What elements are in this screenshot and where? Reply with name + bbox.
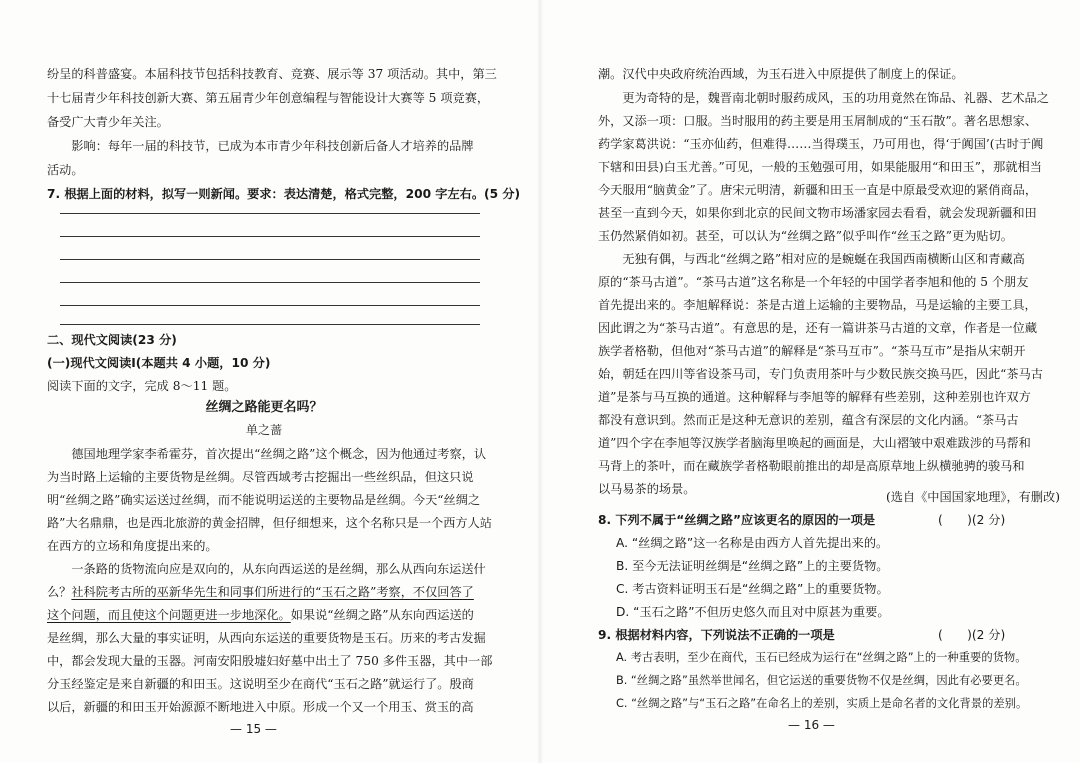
paragraph-line: 下辖和田县)白玉尤善。”可见，一般的玉勉强可用，如果能服用“和田玉”，那就相当 bbox=[598, 160, 1042, 174]
question-8-mark: ( )(2 分) bbox=[938, 513, 1006, 527]
body-line: 在西方的立场和角度提出来的。 bbox=[47, 539, 218, 553]
paragraph-line: 道”是茶与马互换的通道。这种解释与李旭等的解释有些差别，这种差别也许双方 bbox=[598, 390, 1031, 404]
answer-line[interactable] bbox=[60, 282, 480, 283]
question-8 bbox=[598, 512, 875, 528]
option-a[interactable]: A. 考古表明，至少在商代，玉石已经成为运行在“丝绸之路”上的一种重要的货物。 bbox=[616, 651, 1027, 664]
source-citation: (选自《中国国家地理》，有删改) bbox=[885, 490, 1060, 504]
body-text: 如果说“丝绸之路”从东向西运送的 bbox=[290, 608, 474, 622]
paragraph-line: 原的“茶马古道”。“茶马古道”这名称是一个年轻的中国学者李旭和他的 5 个朋友 bbox=[598, 275, 1029, 289]
underlined-sentence: 社科院考古所的巫新华先生和同事们所进行的“玉石之路”考察，不仅回答了 bbox=[71, 585, 474, 599]
answer-line[interactable] bbox=[60, 324, 480, 325]
underlined-sentence: 这个问题，而且使这个问题更进一步地深化。 bbox=[47, 608, 291, 622]
paragraph-line: 今天服用“脑黄金”了。唐宋元明清，新疆和田玉一直是中原最受欢迎的紧俏商品， bbox=[598, 183, 1038, 197]
question-7-text: 7. 根据上面的材料，拟写一则新闻。要求：表达清楚，格式完整，200 字左右。(5 分) bbox=[47, 187, 521, 201]
question-7 bbox=[47, 186, 520, 202]
answer-line[interactable] bbox=[60, 305, 480, 306]
question-9 bbox=[598, 627, 835, 643]
paragraph-line: 影响：每年一届的科技节，已成为本市青少年科技创新后备人才培养的品牌 bbox=[47, 139, 474, 153]
article-title: 丝绸之路能更名吗？ bbox=[205, 400, 323, 415]
body-line: 明“丝绸之路”确实运送过丝绸，而不能说明运送的主要物品是丝绸。今天“丝绸之 bbox=[47, 493, 481, 507]
paragraph-line: 药学家葛洪说：“玉亦仙药，但难得……当得璞玉，乃可用也，得‘于阗国’(古时于阗 bbox=[598, 137, 1044, 151]
paragraph-line: 十七届青少年科技创新大赛、第五届青少年创意编程与智能设计大赛等 5 项竞赛， bbox=[47, 91, 490, 105]
paragraph-line: 因此谓之为“茶马古道”。有意思的是，还有一篇讲茶马古道的文章，作者是一位藏 bbox=[598, 321, 1038, 335]
body-line: 一条路的货物流向应是双向的，从东向西运送的是丝绸，那么从西向东运送什 bbox=[47, 562, 486, 576]
question-9-mark: ( )(2 分) bbox=[938, 628, 1006, 642]
article-author: 单之蔷 bbox=[245, 423, 283, 437]
right-page bbox=[540, 0, 1080, 763]
body-line: 分玉经鉴定是来自新疆的和田玉。这说明至少在商代“玉石之路”就运行了。殷商 bbox=[47, 677, 474, 691]
paragraph-line: 玉仍然紧俏如初。甚至，可以认为“丝绸之路”似乎叫作“丝玉之路”更为贴切。 bbox=[598, 229, 1013, 243]
paragraph-line: 外，又添一项：口服。当时服用的药主要是用玉屑制成的“玉石散”。著名思想家、 bbox=[598, 114, 1038, 128]
answer-line[interactable] bbox=[60, 213, 480, 214]
option-a[interactable]: A. “丝绸之路”这一名称是由西方人首先提出来的。 bbox=[616, 536, 889, 550]
paragraph-line: 以马易茶的场景。 bbox=[598, 482, 696, 496]
paragraph-line: 马背上的茶叶，而在藏族学者格勒眼前推出的却是高原草地上纵横驰骋的骏马和 bbox=[598, 459, 1025, 473]
option-b[interactable]: B. 至今无法证明丝绸是“丝绸之路”上的主要货物。 bbox=[616, 559, 889, 573]
option-d[interactable]: D. “玉石之路”不但历史悠久而且对中原甚为重要。 bbox=[616, 605, 890, 619]
paragraph-line: 族学者格勒，但他对“茶马古道”的解释是“茶马互市”。“茶马互市”是指从宋朝开 bbox=[598, 344, 1026, 358]
body-line bbox=[47, 607, 474, 623]
body-line: 为当时路上运输的主要货物是丝绸。尽管西域考古挖掘出一些丝织品，但这只说 bbox=[47, 470, 474, 484]
option-c[interactable]: C. 考古资料证明玉石是“丝绸之路”上的重要货物。 bbox=[616, 582, 889, 596]
paragraph-line: 都没有意识到。然而正是这种无意识的差别，蕴含有深层的文化内涵。“茶马古 bbox=[598, 413, 1019, 427]
option-b[interactable]: B. “丝绸之路”虽然举世闻名，但它运送的重要货物不仅是丝绸，因此有必要更名。 bbox=[616, 674, 1027, 687]
body-line: 是丝绸，那么大量的事实证明，从西向东运送的重要货物是玉石。历来的考古发掘 bbox=[47, 631, 486, 645]
paragraph-line: 始，朝廷在四川等省设茶马司，专门负责用茶叶与少数民族交换马匹，因此“茶马古 bbox=[598, 367, 1043, 381]
subsection-heading: (一)现代文阅读Ⅰ(本题共 4 小题，10 分) bbox=[47, 356, 271, 370]
paragraph-line: 备受广大青少年关注。 bbox=[47, 115, 169, 129]
section-heading: 二、现代文阅读(23 分) bbox=[47, 333, 177, 347]
question-8-stem: 8. 下列不属于“丝绸之路”应该更名的原因的一项是 bbox=[598, 513, 876, 527]
page-number: — 15 — bbox=[230, 722, 277, 736]
page-number: — 16 — bbox=[788, 718, 835, 732]
paragraph-line: 纷呈的科普盛宴。本届科技节包括科技教育、竞赛、展示等 37 项活动。其中，第三 bbox=[47, 67, 497, 81]
paragraph-line: 更为奇特的是，魏晋南北朝时服药成风，玉的功用竟然在饰品、礼器、艺术品之 bbox=[598, 91, 1049, 105]
body-line: 以后，新疆的和田玉开始源源不断地进入中原。形成一个又一个用玉、赏玉的高 bbox=[47, 700, 474, 714]
body-line: 中，都会发现大量的玉器。河南安阳殷墟妇好墓中出土了 750 多件玉器，其中一部 bbox=[47, 654, 493, 668]
body-line bbox=[47, 584, 474, 600]
body-text: 么？ bbox=[47, 585, 72, 599]
answer-line[interactable] bbox=[60, 259, 480, 260]
paragraph-line: 道”四个字在李旭等汉族学者脑海里唤起的画面是，大山褶皱中艰难跋涉的马帮和 bbox=[598, 436, 1031, 450]
option-c[interactable]: C. “丝绸之路”与“玉石之路”在命名上的差别，实质上是命名者的文化背景的差别。 bbox=[616, 697, 1028, 710]
question-9-stem: 9. 根据材料内容，下列说法不正确的一项是 bbox=[598, 628, 835, 642]
body-line: 德国地理学家李希霍芬，首次提出“丝绸之路”这个概念，因为他通过考察，认 bbox=[47, 447, 487, 461]
paragraph-line: 活动。 bbox=[47, 163, 84, 177]
answer-line[interactable] bbox=[60, 236, 480, 237]
paragraph-line: 无独有偶，与西北“丝绸之路”相对应的是蜿蜒在我国西南横断山区和青藏高 bbox=[598, 252, 1025, 266]
paragraph-line: 潮。汉代中央政府统治西域，为玉石进入中原提供了制度上的保证。 bbox=[598, 67, 964, 81]
body-line: 路”大名鼎鼎，也是西北旅游的黄金招牌，但仔细想来，这个名称只是一个西方人站 bbox=[47, 516, 492, 530]
paragraph-line: 甚至一直到今天，如果你到北京的民间文物市场潘家园去看看，就会发现新疆和田 bbox=[598, 206, 1037, 220]
instruction: 阅读下面的文字，完成 8～11 题。 bbox=[47, 379, 237, 393]
paragraph-line: 首先提出来的。李旭解释说：茶是古道上运输的主要物品，马是运输的主要工具， bbox=[598, 298, 1037, 312]
